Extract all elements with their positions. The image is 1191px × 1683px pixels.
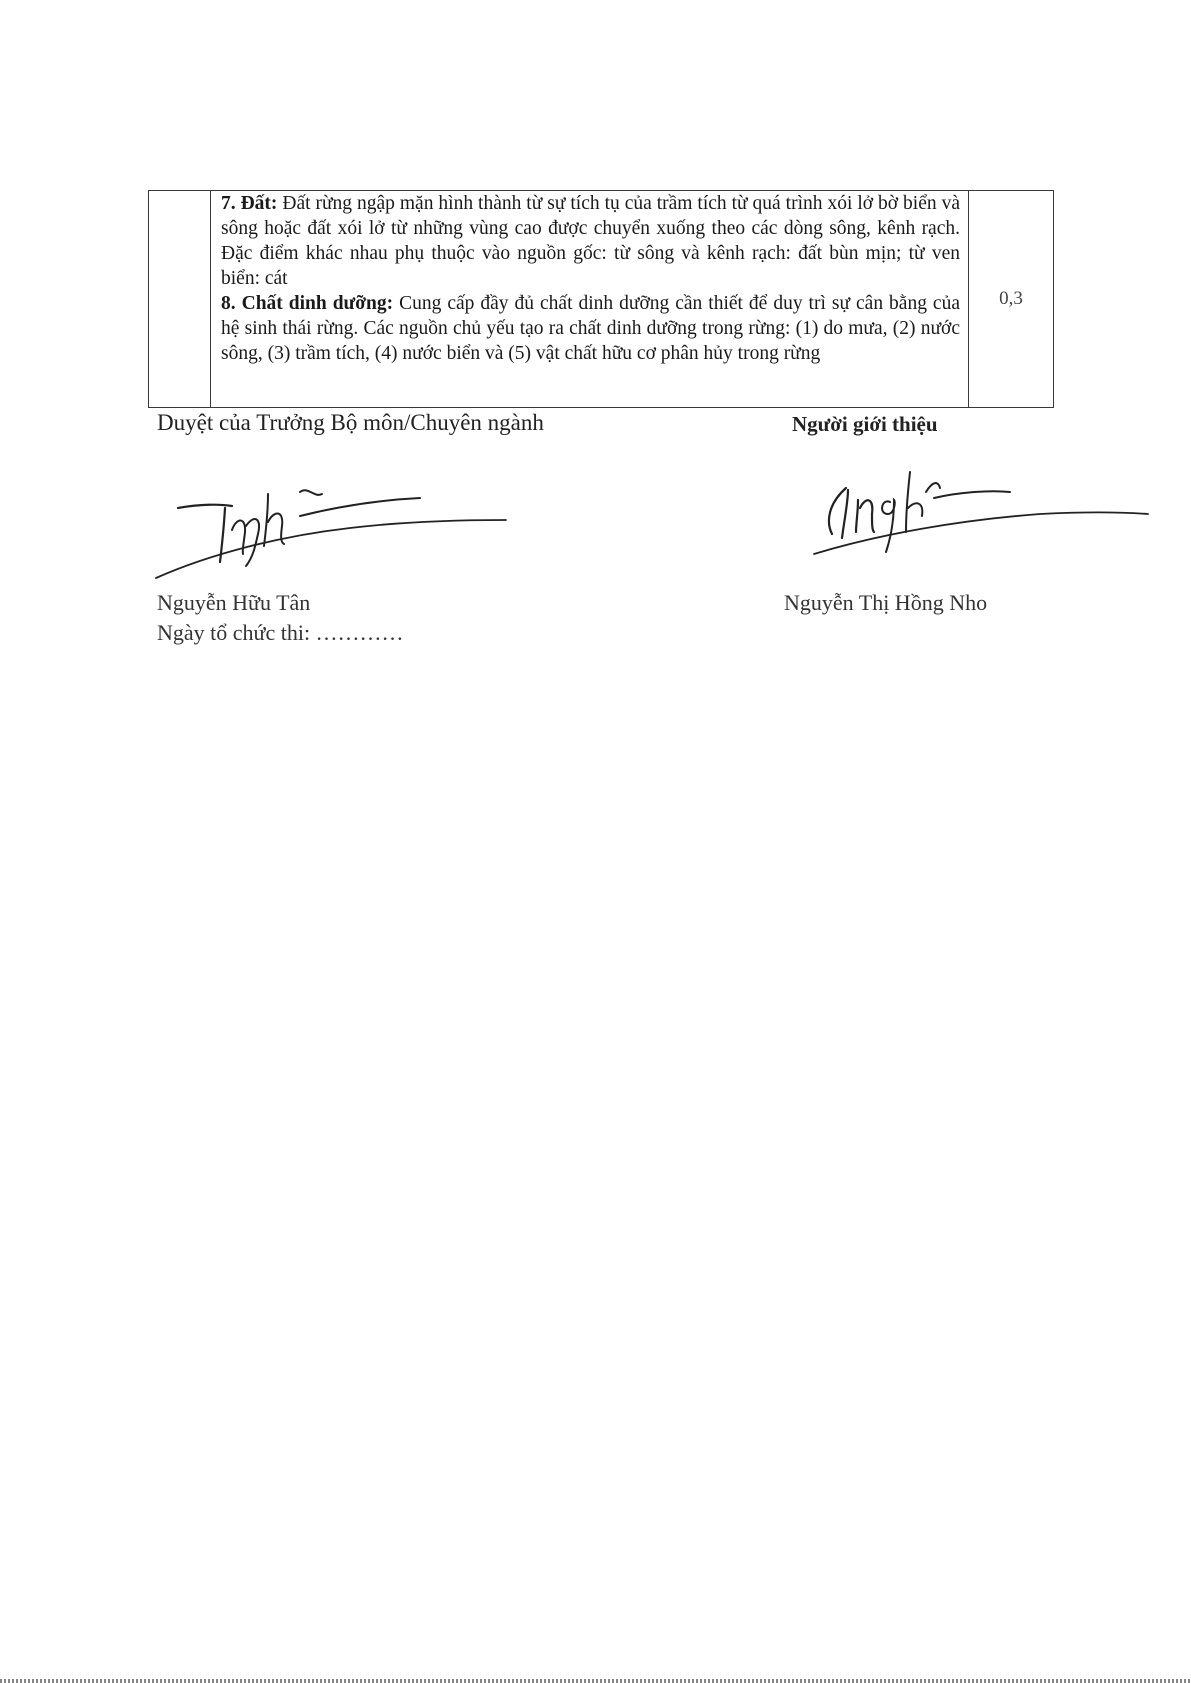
introducer-signature xyxy=(800,462,1150,562)
paragraph-nutrients-text: Cung cấp đầy đủ chất dinh dưỡng cần thiết để duy trì sự cân bằng của hệ sinh thái rừng. Các nguồn chủ yếu tạo ra chất dinh dưỡng trong rừng: (1) do mưa, (2) nước sông, (3) trầm tích, (4) nước biển và (5) vật chất hữu cơ phân hủy trong rừng xyxy=(221,293,960,364)
approver-signature xyxy=(150,470,520,590)
paragraph-nutrients-heading: 8. Chất dinh dưỡng: xyxy=(221,293,394,314)
answer-table xyxy=(148,190,1054,408)
table-content-cell xyxy=(211,191,969,407)
paragraph-soil xyxy=(221,191,960,291)
paragraph-nutrients xyxy=(221,291,960,366)
paragraph-soil-text: Đất rừng ngập mặn hình thành từ sự tích tụ của trầm tích từ quá trình xói lở bờ biển và sông hoặc đất xói lở từ những vùng cao được chuyển xuống theo các dòng sông, kênh rạch. Đặc điểm khác nhau phụ thuộc vào nguồn gốc: từ sông và kênh rạch: đất bùn mịn; từ ven biển: cát xyxy=(221,193,960,289)
paragraph-soil-heading: 7. Đất: xyxy=(221,193,278,214)
table-score-cell: 0,3 xyxy=(999,288,1023,309)
introducer-label: Người giới thiệu xyxy=(792,412,938,436)
table-index-cell xyxy=(149,191,211,407)
scan-edge-divider xyxy=(0,1679,1191,1683)
approver-name: Nguyễn Hữu Tân xyxy=(157,590,311,615)
approver-label: Duyệt của Trưởng Bộ môn/Chuyên ngành xyxy=(157,410,544,435)
exam-date-label: Ngày tổ chức thi: ………… xyxy=(157,620,404,645)
introducer-name: Nguyễn Thị Hồng Nho xyxy=(784,590,988,615)
